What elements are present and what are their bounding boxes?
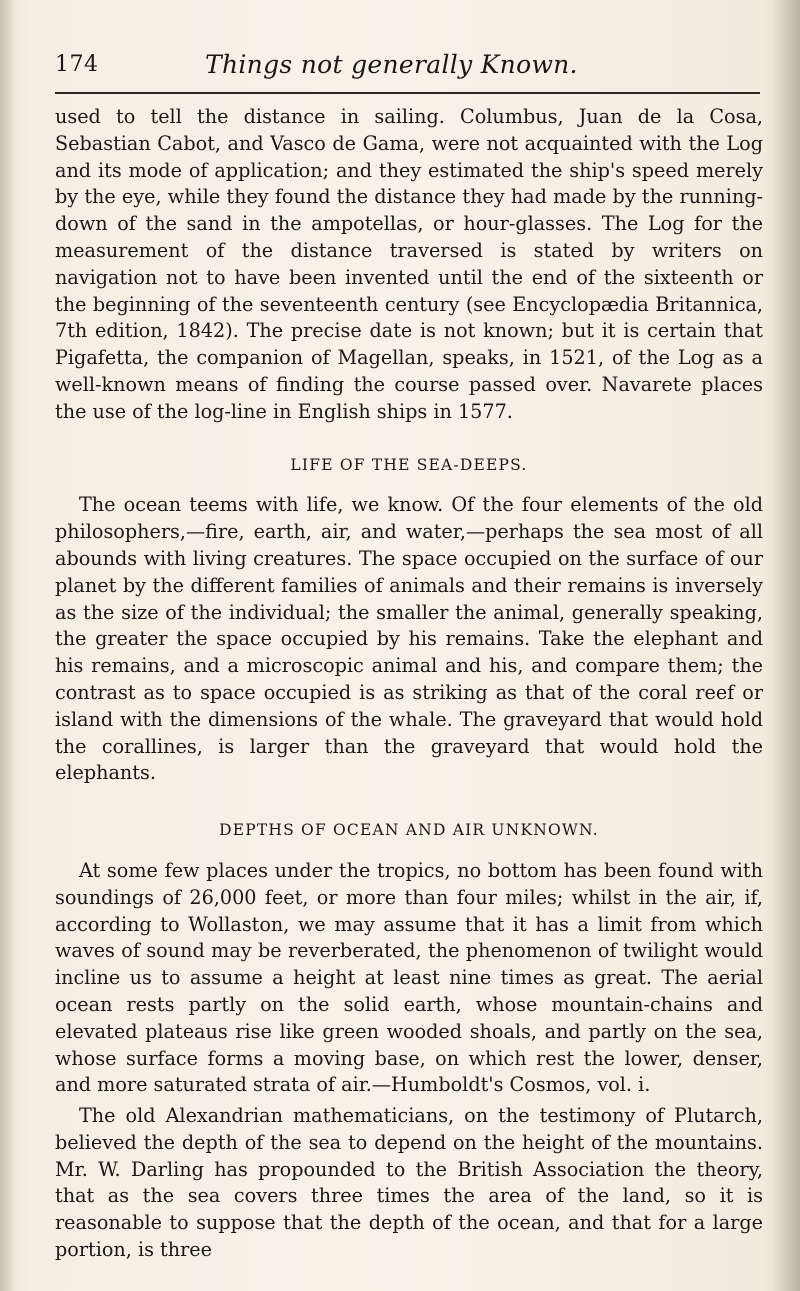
- page-edge-shadow: [774, 0, 800, 1291]
- page-number: 174: [55, 52, 99, 77]
- page-header: [55, 52, 755, 92]
- paragraph-depths-1: At some few places under the tropics, no bottom has been found with soundings of 26,000 feet, or more than four miles; whilst in the air, if, according to Wollaston, we may assume that it has a limit from which waves of sound may be reverberated, the phenomenon of twilight would incline us to assume a height at least nine times as great. The aerial ocean rests partly on the solid earth, whose mountain-chains and elevated plateaus rise like green wooded shoals, and partly on the sea, whose surface forms a moving base, on which rest the lower, denser, and more saturated strata of air.—Humboldt's Cosmos, vol. i.: [55, 858, 763, 1097]
- page-binding-shadow: [0, 0, 14, 1291]
- section-heading-life-of-sea-deeps: LIFE OF THE SEA-DEEPS.: [290, 455, 528, 474]
- page-body: [55, 104, 763, 1264]
- paragraph-depths-2: The old Alexandrian mathematicians, on the testimony of Plutarch, believed the depth of the sea to depend on the height of the mountains. Mr. W. Darling has propounded to the British Association the theory, that as the sea covers three times the area of the land, so it is reasonable to suppose that the depth of the ocean, and that for a large portion, is three: [55, 1104, 763, 1262]
- running-title: Things not generally Known.: [205, 50, 578, 79]
- paragraph-life-of-sea-deeps: The ocean teems with life, we know. Of the four elements of the old philosophers,—fire, earth, air, and water,—perhaps the sea most of all abounds with living creatures. The space occupied on the surface of our planet by the different families of animals and their remains is inversely as the size of the individual; the smaller the animal, generally speaking, the greater the space occupied by his remains. Take the elephant and his remains, and a microscopic animal and his, and compare them; the contrast as to space occupied is as striking as that of the coral reef or island with the dimensions of the whale. The graveyard that would hold the corallines, is larger than the graveyard that would hold the elephants.: [55, 493, 763, 785]
- header-rule: [55, 92, 760, 94]
- intro-paragraph: used to tell the distance in sailing. Columbus, Juan de la Cosa, Sebastian Cabot, and Vasco de Gama, were not acquainted with the Log and its mode of application; and they estimated the ship's speed merely by the eye, while they found the distance they had made by the running-down of the sand in the ampotellas, or hour-glasses. The Log for the measurement of the distance traversed is stated by writers on navigation not to have been invented until the end of the sixteenth or the beginning of the seventeenth century (see Encyclopædia Britannica, 7th edition, 1842). The precise date is not known; but it is certain that Pigafetta, the companion of Magellan, speaks, in 1521, of the Log as a well-known means of finding the course passed over. Navarete places the use of the log-line in English ships in 1577.: [55, 105, 763, 423]
- section-heading-depths-of-ocean: DEPTHS OF OCEAN AND AIR UNKNOWN.: [219, 821, 599, 840]
